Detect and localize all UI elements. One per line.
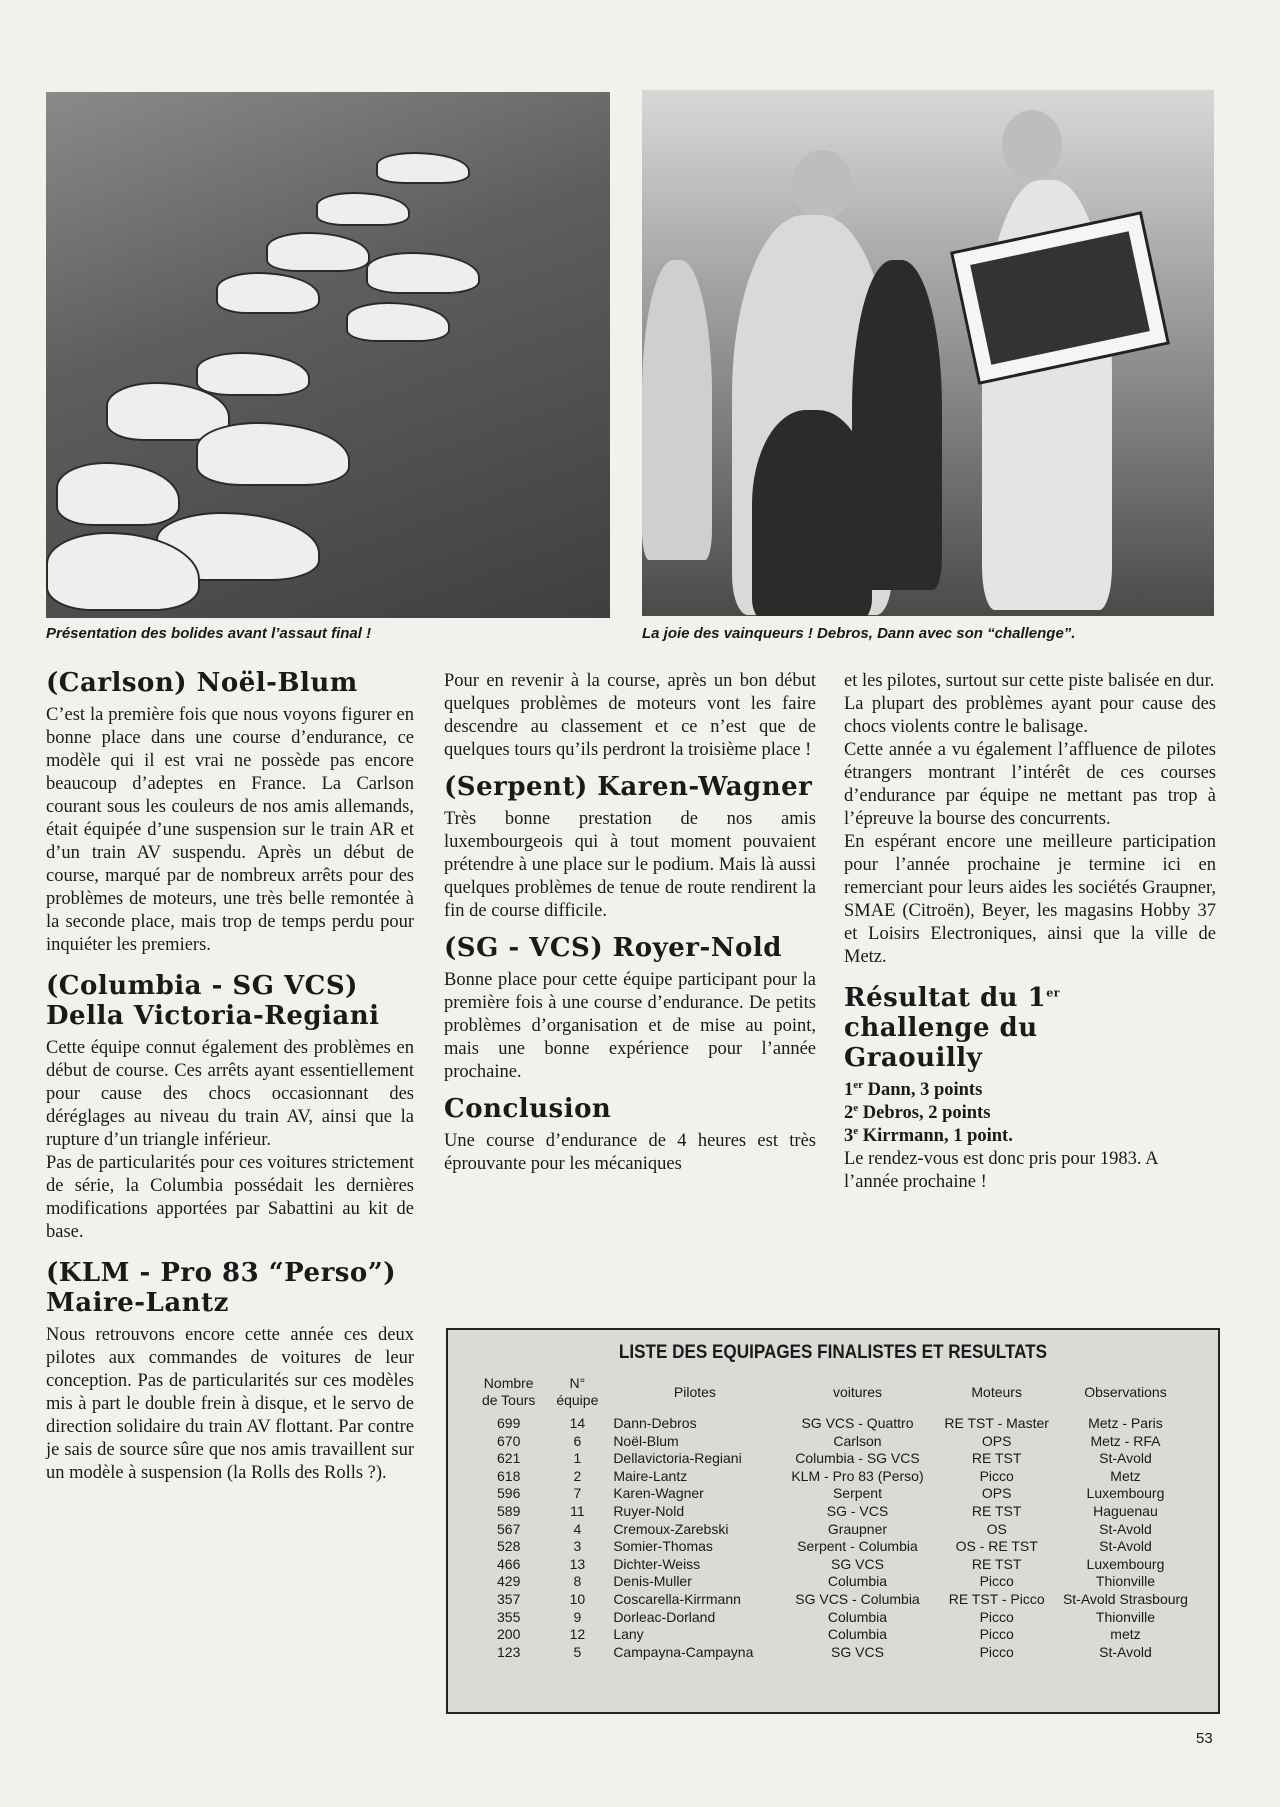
cell-tours: 621 [497, 1450, 521, 1467]
cell-equipe: 10 [569, 1590, 586, 1607]
heading-columbia: (Columbia - SG VCS) Della Victoria-Regiani [46, 971, 380, 1031]
cell-moteurs: Picco [979, 1626, 1014, 1643]
table-row [472, 1591, 1192, 1609]
table-body [472, 1415, 1192, 1661]
caption-left: Présentation des bolides avant l’assaut final ! [46, 625, 372, 642]
photo-winners [642, 90, 1214, 616]
cell-equipe: 6 [573, 1432, 582, 1449]
result-3: 3e Kirrmann, 1 point. [844, 1124, 1013, 1146]
cell-tours: 567 [497, 1520, 521, 1537]
cell-moteurs: OPS [981, 1432, 1012, 1449]
column-3 [844, 670, 1216, 1194]
cell-observations: St-Avold Strasbourg [1062, 1590, 1188, 1607]
result-1: 1er Dann, 3 points [844, 1078, 983, 1100]
cell-equipe: 5 [573, 1643, 582, 1660]
paragraph: Pour en revenir à la course, après un bon début quelques problèmes de moteurs vont les faire descendre au classement et ce n’est que de quelques tours qu’ils perdront la troisième place ! [444, 671, 816, 760]
cell-tours: 670 [497, 1432, 521, 1449]
cell-voitures: Graupner [827, 1520, 888, 1537]
cell-pilotes: Dorleac-Dorland [613, 1608, 716, 1625]
paragraph: Très bonne prestation de nos amis luxembourgeois qui à tout moment pouvaient prétendre à une place sur le podium. Mais là aussi quelques problèmes de tenue de route rendirent la fin de course difficile. [444, 809, 816, 921]
cell-moteurs: Picco [979, 1573, 1014, 1590]
cell-observations: Thionville [1095, 1608, 1156, 1625]
cell-moteurs: RE TST [971, 1555, 1022, 1572]
cell-voitures: Serpent [832, 1485, 882, 1502]
framed-picture [950, 211, 1170, 385]
car-shape [196, 352, 310, 396]
heading-conclusion: Conclusion [444, 1094, 612, 1124]
paragraph: C’est la première fois que nous voyons figurer en bonne place dans une course d’endurance, ce modèle qui il est vrai ne possède pas encore beaucoup d’adeptes en France. La Carlson courant sous les couleurs de nos amis allemands, était équipée d’une suspension sur le train AR et d’un train AV suspendu. Après un début de course, marqué par de nombreux arrêts pour des problèmes de moteurs, une très belle remontée à la seconde place, mais trop de temps perdu pour inquiéter les premiers. [46, 705, 414, 955]
cell-moteurs: RE TST - Picco [948, 1590, 1045, 1607]
cell-moteurs: RE TST [971, 1450, 1022, 1467]
cell-observations: St-Avold [1099, 1450, 1152, 1467]
paragraph: Cette année a vu également l’affluence de pilotes étrangers montrant l’intérêt de ces courses d’endurance par équipe ne mettant pas trop à l’épreuve la bourse des concurrents. [844, 740, 1216, 829]
cell-observations: Metz - Paris [1088, 1415, 1163, 1431]
results-table [472, 1375, 1192, 1661]
cell-pilotes: Lany [613, 1626, 644, 1643]
table-row [472, 1644, 1192, 1662]
cell-voitures: SG VCS [831, 1643, 884, 1660]
car-shape [196, 422, 350, 486]
car-shape [56, 462, 180, 526]
cell-pilotes: Cremoux-Zarebski [613, 1520, 729, 1537]
heading-royer-nold: (SG - VCS) Royer-Nold [444, 933, 782, 963]
paragraph: Une course d’endurance de 4 heures est très éprouvante pour les mécaniques [444, 1131, 816, 1174]
cell-tours: 357 [497, 1590, 521, 1607]
cell-tours: 528 [497, 1538, 521, 1555]
cell-observations: Metz [1110, 1467, 1141, 1484]
cell-moteurs: RE TST - Master [944, 1415, 1049, 1431]
photo-cars-lineup [46, 92, 610, 618]
table-row [472, 1415, 1192, 1433]
cell-voitures: Columbia [827, 1608, 888, 1625]
cell-tours: 618 [497, 1467, 521, 1484]
cell-moteurs: Picco [979, 1608, 1014, 1625]
cell-tours: 200 [497, 1626, 521, 1643]
cell-pilotes: Coscarella-Kirrmann [613, 1590, 741, 1607]
cell-voitures: SG VCS [831, 1555, 884, 1572]
column-2 [444, 670, 816, 1176]
header-voitures: voitures [832, 1383, 882, 1400]
table-title: LISTE DES EQUIPAGES FINALISTES ET RESULTATS [618, 1342, 1048, 1363]
heading-resultat: Résultat du 1er challenge du Graouilly [844, 983, 1061, 1073]
table-row [472, 1538, 1192, 1556]
table-header-row [472, 1375, 1192, 1415]
table-row [472, 1485, 1192, 1503]
cell-voitures: Carlson [833, 1432, 882, 1449]
cell-pilotes: Denis-Muller [613, 1573, 692, 1590]
cell-tours: 699 [497, 1415, 521, 1431]
car-shape [266, 232, 370, 272]
cell-observations: Haguenau [1093, 1502, 1158, 1519]
table-row [472, 1609, 1192, 1627]
cell-observations: Luxembourg [1086, 1555, 1165, 1572]
cell-pilotes: Ruyer-Nold [613, 1502, 685, 1519]
cell-voitures: Serpent - Columbia [797, 1538, 918, 1555]
table-row [472, 1433, 1192, 1451]
cell-voitures: SG VCS - Quattro [801, 1415, 914, 1431]
car-shape [346, 302, 450, 342]
cell-equipe: 13 [569, 1555, 586, 1572]
paragraph: Nous retrouvons encore cette année ces deux pilotes aux commandes de voitures de leur conception. Pas de particularités sur ces modèles mis à part le double frein à disque, et le servo de direction solidaire du train AV flottant. Par contre je sais de source sûre que nos amis travaillent sur un modèle à suspension (la Rolls des Rolls ?). [46, 1325, 414, 1483]
cell-equipe: 11 [570, 1502, 585, 1519]
cell-moteurs: RE TST [971, 1502, 1022, 1519]
cell-pilotes: Karen-Wagner [613, 1485, 704, 1502]
cell-equipe: 14 [569, 1415, 586, 1431]
cell-moteurs: OS - RE TST [955, 1538, 1038, 1555]
cell-pilotes: Dichter-Weiss [613, 1555, 701, 1572]
header-nombre-tours: Nombre de Tours [481, 1375, 536, 1408]
cell-moteurs: OS [986, 1520, 1007, 1537]
cell-voitures: SG - VCS [826, 1502, 889, 1519]
header-pilotes: Pilotes [673, 1383, 716, 1400]
paragraph: Cette équipe connut également des problèmes en début de course. Ces arrêts ayant essentiellement pour cause des chocs occasionnant des déréglages au niveau du train AV, ainsi que la rupture d’un triangle inférieur. [46, 1038, 414, 1150]
cell-equipe: 3 [573, 1538, 582, 1555]
heading-klm: (KLM - Pro 83 “Perso”) Maire-Lantz [46, 1258, 397, 1318]
cell-moteurs: Picco [979, 1467, 1014, 1484]
cell-pilotes: Dellavictoria-Regiani [613, 1450, 742, 1467]
results-table-box [446, 1328, 1220, 1714]
table-row [472, 1468, 1192, 1486]
cell-tours: 429 [497, 1573, 521, 1590]
result-2: 2e Debros, 2 points [844, 1101, 991, 1123]
cell-pilotes: Dann-Debros [613, 1415, 697, 1431]
table-row [472, 1573, 1192, 1591]
table-row [472, 1521, 1192, 1539]
cell-observations: St-Avold [1099, 1520, 1152, 1537]
cell-observations: Metz - RFA [1090, 1432, 1161, 1449]
person-shape [642, 260, 712, 560]
paragraph: et les pilotes, surtout sur cette piste balisée en dur. [844, 671, 1215, 691]
cell-tours: 123 [497, 1643, 521, 1660]
cell-observations: St-Avold [1099, 1538, 1152, 1555]
cell-observations: Luxembourg [1086, 1485, 1165, 1502]
cell-voitures: SG VCS - Columbia [795, 1590, 920, 1607]
table-row [472, 1556, 1192, 1574]
column-1 [46, 668, 414, 1485]
paragraph: Le rendez-vous est donc pris pour 1983. A l’année prochaine ! [844, 1149, 1158, 1192]
cell-tours: 596 [497, 1485, 521, 1502]
cell-pilotes: Somier-Thomas [613, 1538, 713, 1555]
cell-voitures: Columbia [827, 1573, 888, 1590]
cell-tours: 466 [497, 1555, 521, 1572]
cell-equipe: 12 [569, 1626, 586, 1643]
car-shape [366, 252, 480, 294]
car-shape [216, 272, 320, 314]
car-shape [316, 192, 410, 226]
cell-equipe: 7 [573, 1485, 582, 1502]
caption-right: La joie des vainqueurs ! Debros, Dann avec son “challenge”. [642, 625, 1076, 642]
heading-serpent: (Serpent) Karen-Wagner [444, 772, 813, 802]
cell-pilotes: Campayna-Campayna [613, 1643, 754, 1660]
cell-voitures: KLM - Pro 83 (Perso) [791, 1467, 924, 1484]
paragraph: Pas de particularités pour ces voitures strictement de série, la Columbia possédait les dernières modifications apportées par Sabattini au kit de base. [46, 1153, 414, 1242]
cell-observations: Thionville [1095, 1573, 1156, 1590]
heading-carlson: (Carlson) Noël-Blum [46, 668, 358, 698]
cell-pilotes: Noël-Blum [613, 1432, 679, 1449]
header-moteurs: Moteurs [971, 1383, 1022, 1400]
page-number: 53 [1196, 1730, 1213, 1747]
cell-tours: 589 [497, 1502, 521, 1519]
cell-equipe: 1 [573, 1450, 582, 1467]
cell-observations: St-Avold [1099, 1643, 1152, 1660]
head-shape [792, 150, 852, 220]
header-numero-equipe: N° équipe [556, 1375, 599, 1408]
paragraph: En espérant encore une meilleure participation pour l’année prochaine je termine ici en remerciant pour leurs aides les sociétés Graupner, SMAE (Citroën), Beyer, les magasins Hobby 37 et Loisirs Electroniques, ainsi que la ville de Metz. [844, 832, 1216, 967]
table-row [472, 1626, 1192, 1644]
cell-moteurs: OPS [981, 1485, 1012, 1502]
head-shape [1002, 110, 1062, 180]
paragraph: Bonne place pour cette équipe participant pour la première fois à une course d’endurance. De petits problèmes d’organisation et de mise au point, mais une bonne expérience pour l’année prochaine. [444, 970, 816, 1082]
cell-moteurs: Picco [979, 1643, 1014, 1660]
cell-equipe: 8 [573, 1573, 582, 1590]
cell-equipe: 9 [573, 1608, 582, 1625]
cell-observations: metz [1110, 1626, 1141, 1643]
cell-voitures: Columbia - SG VCS [795, 1450, 920, 1467]
cell-equipe: 2 [573, 1467, 582, 1484]
table-row [472, 1450, 1192, 1468]
cell-pilotes: Maire-Lantz [613, 1467, 688, 1484]
cell-tours: 355 [497, 1608, 521, 1625]
car-shape [376, 152, 470, 184]
cell-voitures: Columbia [827, 1626, 888, 1643]
cell-equipe: 4 [573, 1520, 582, 1537]
paragraph: La plupart des problèmes ayant pour cause des chocs violents contre le balisage. [844, 694, 1216, 737]
table-row [472, 1503, 1192, 1521]
person-shape [852, 260, 942, 590]
header-observations: Observations [1084, 1383, 1167, 1400]
